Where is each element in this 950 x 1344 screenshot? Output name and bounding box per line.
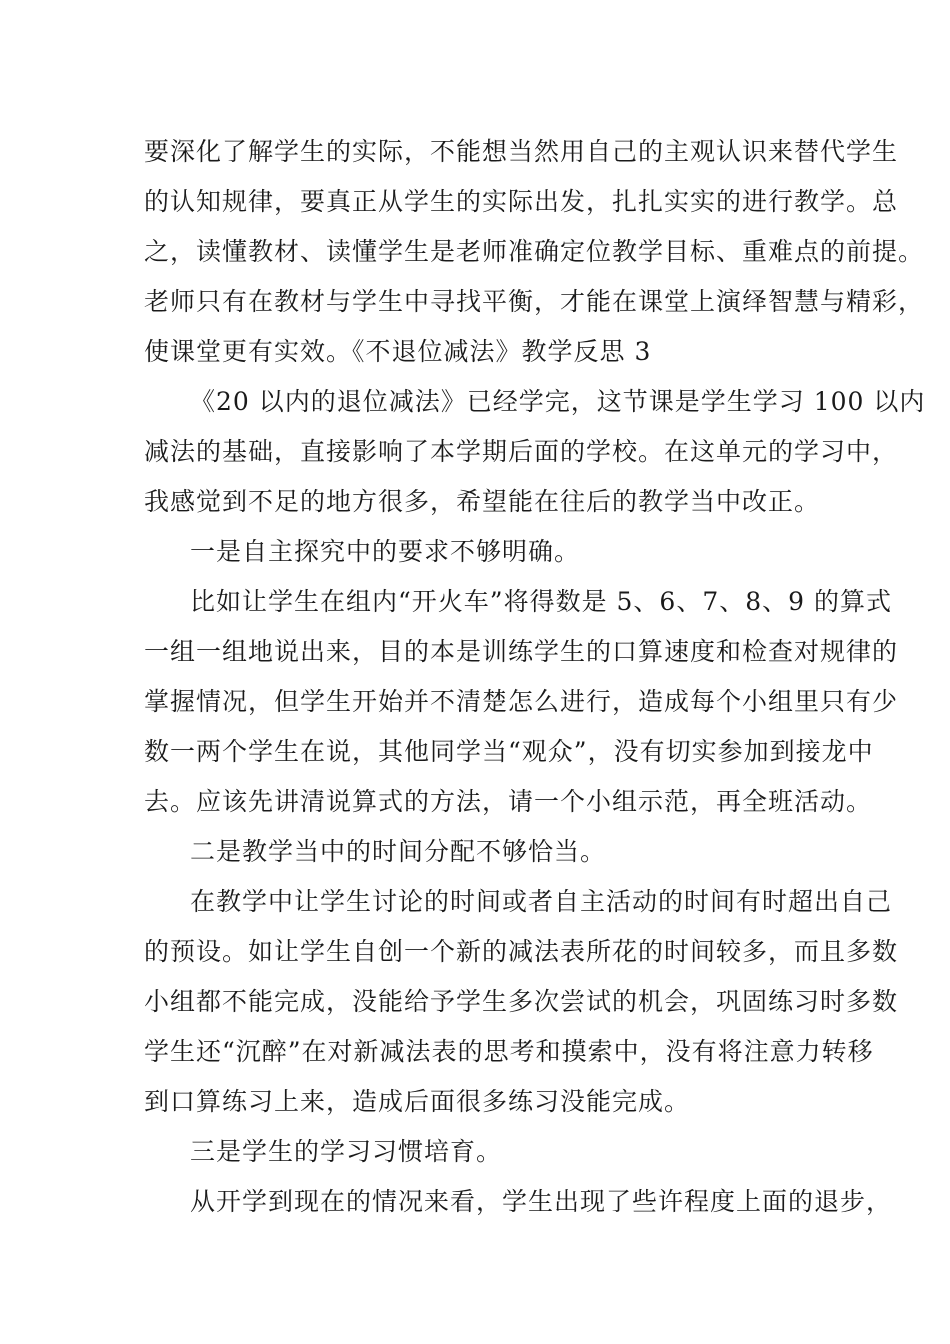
section-heading: 三是学生的学习习惯培育。 xyxy=(190,1137,503,1166)
text-line: 我感觉到不足的地方很多，希望能在往后的教学当中改正。 xyxy=(144,487,821,516)
paragraph-start: 从开学到现在的情况来看，学生出现了些许程度上面的退步， xyxy=(190,1187,893,1216)
paragraph-start: 《20 以内的退位减法》已经学完，这节课是学生学习 100 以内 xyxy=(190,387,926,416)
text-line: 使课堂更有实效。《不退位减法》教学反思 3 xyxy=(144,337,652,366)
text-line: 一组一组地说出来，目的本是训练学生的口算速度和检查对规律的 xyxy=(144,637,899,666)
text-line: 老师只有在教材与学生中寻找平衡，才能在课堂上演绎智慧与精彩， xyxy=(144,287,925,316)
text-line: 小组都不能完成，没能给予学生多次尝试的机会，巩固练习时多数 xyxy=(144,987,899,1016)
section-heading: 二是教学当中的时间分配不够恰当。 xyxy=(190,837,607,866)
text-line: 数一两个学生在说，其他同学当“观众”，没有切实参加到接龙中 xyxy=(144,737,874,766)
text-line: 到口算练习上来，造成后面很多练习没能完成。 xyxy=(144,1087,691,1116)
text-line: 要深化了解学生的实际，不能想当然用自己的主观认识来替代学生 xyxy=(144,137,899,166)
text-line: 掌握情况，但学生开始并不清楚怎么进行，造成每个小组里只有少 xyxy=(144,687,899,716)
paragraph-start: 在教学中让学生讨论的时间或者自主活动的时间有时超出自己 xyxy=(190,887,893,916)
text-line: 之，读懂教材、读懂学生是老师准确定位教学目标、重难点的前提。 xyxy=(144,237,925,266)
text-line: 的预设。如让学生自创一个新的减法表所花的时间较多，而且多数 xyxy=(144,937,899,966)
text-line: 减法的基础，直接影响了本学期后面的学校。在这单元的学习中， xyxy=(144,437,899,466)
section-heading: 一是自主探究中的要求不够明确。 xyxy=(190,537,581,566)
text-line: 去。应该先讲清说算式的方法，请一个小组示范，再全班活动。 xyxy=(144,787,873,816)
paragraph-start: 比如让学生在组内“开火车”将得数是 5、6、7、8、9 的算式 xyxy=(190,587,892,616)
text-line: 学生还“沉醉”在对新减法表的思考和摸索中，没有将注意力转移 xyxy=(144,1037,874,1066)
text-line: 的认知规律，要真正从学生的实际出发，扎扎实实的进行教学。总 xyxy=(144,187,899,216)
